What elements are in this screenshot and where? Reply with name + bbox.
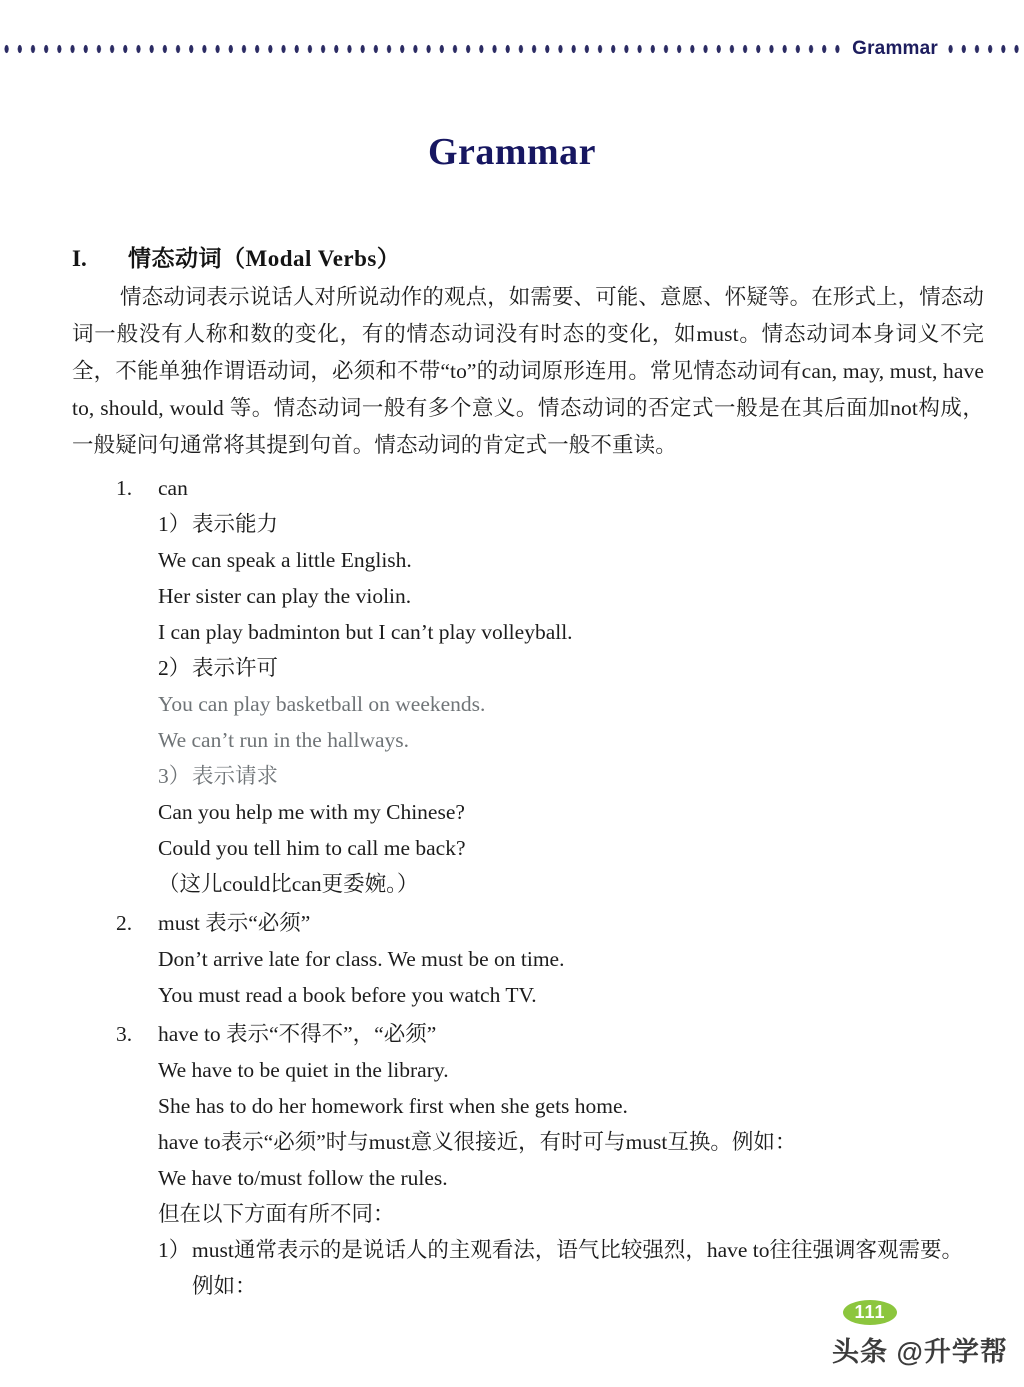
watermark: 头条 @升学帮 bbox=[832, 1337, 1008, 1367]
example-line: She has to do her homework first when she gets home. bbox=[158, 1094, 628, 1118]
example-line: You can play basketball on weekends. bbox=[158, 692, 486, 716]
example-line: Her sister can play the violin. bbox=[158, 584, 412, 608]
example-line: You must read a book before you watch TV. bbox=[158, 983, 537, 1007]
page-title: Grammar bbox=[427, 131, 597, 173]
section-lead-paragraph: 情态动词表示说话人对所说动作的观点，如需要、可能、意愿、怀疑等。在形式上，情态动词一般没有人称和数的变化，有的情态动词没有时态的变化，如must。情态动词本身词义不完全，不能单独作谓语动词，必须和不带“to”的动词原形连用。常见情态动词有can, may, must, have to, should, would 等。情态动词一般有多个意义。情态动词的否定式一般是在其后面加not构成，一般疑问句通常将其提到句首。情态动词的肯定式一般不重读。 bbox=[72, 285, 985, 457]
sub-item-marker: 1） bbox=[158, 512, 191, 536]
page-number-badge: 111 bbox=[843, 1300, 897, 1325]
item-marker: 1. bbox=[116, 476, 133, 500]
example-line: We have to/must follow the rules. bbox=[158, 1166, 448, 1190]
section-title: 情态动词（Modal Verbs） bbox=[128, 246, 401, 271]
dotted-rule-left bbox=[0, 36, 848, 62]
sub-item-marker: 2） bbox=[158, 656, 191, 680]
list-item bbox=[72, 905, 984, 1013]
list-item bbox=[72, 1016, 984, 1304]
item-heading: have to 表示“不得不”，“必须” bbox=[158, 1022, 437, 1046]
example-line: We have to be quiet in the library. bbox=[158, 1058, 449, 1082]
sub-item-heading: 表示请求 bbox=[192, 764, 279, 788]
item-heading: must 表示“必须” bbox=[158, 911, 311, 935]
section-heading bbox=[72, 240, 984, 273]
example-line: （这儿could比can更委婉。） bbox=[158, 872, 419, 896]
sub-list-item bbox=[158, 506, 984, 542]
example-line: Can you help me with my Chinese? bbox=[158, 800, 465, 824]
item-body bbox=[158, 905, 984, 1013]
running-head bbox=[0, 36, 1024, 62]
section-numeral: I. bbox=[72, 246, 87, 271]
example-line: Don’t arrive late for class. We must be on time. bbox=[158, 947, 565, 971]
sub-item-marker: 1） bbox=[158, 1238, 191, 1262]
sub-item-marker: 3） bbox=[158, 764, 191, 788]
sub-list-item bbox=[158, 758, 984, 794]
running-head-title: Grammar bbox=[852, 38, 938, 59]
dotted-rule-right bbox=[944, 36, 1024, 62]
note-line: 但在以下方面有所不同： bbox=[158, 1202, 395, 1226]
sub-list-item bbox=[158, 650, 984, 686]
document-body bbox=[72, 240, 984, 1304]
item-marker: 2. bbox=[116, 911, 133, 935]
sub-item-text: must通常表示的是说话人的主观看法，语气比较强烈，have to往往强调客观需要。例如： bbox=[192, 1238, 964, 1298]
list-item bbox=[72, 470, 984, 902]
item-body bbox=[158, 470, 984, 902]
note-line: have to表示“必须”时与must意义很接近，有时可与must互换。例如： bbox=[158, 1130, 797, 1154]
sub-list-item bbox=[158, 1232, 984, 1304]
item-body bbox=[158, 1016, 984, 1304]
sub-item-heading: 表示许可 bbox=[192, 656, 279, 680]
example-line: We can’t run in the hallways. bbox=[158, 728, 410, 752]
example-line: Could you tell him to call me back? bbox=[158, 836, 466, 860]
item-heading: can bbox=[158, 476, 188, 500]
sub-item-heading: 表示能力 bbox=[192, 512, 279, 536]
example-line: We can speak a little English. bbox=[158, 548, 412, 572]
item-marker: 3. bbox=[116, 1022, 133, 1046]
example-line: I can play badminton but I can’t play volleyball. bbox=[158, 620, 573, 644]
